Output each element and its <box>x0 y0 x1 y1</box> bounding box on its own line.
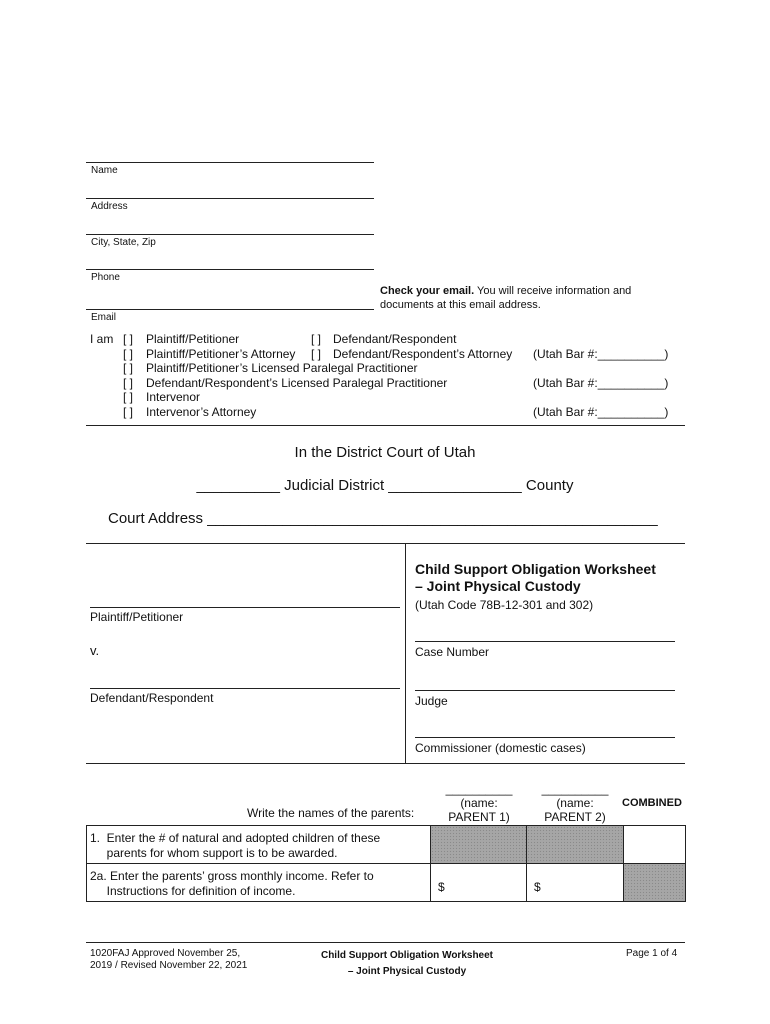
role-checkbox[interactable]: [ ] <box>123 375 134 390</box>
court-address-line: Court Address ______________________________________________________ <box>108 510 658 527</box>
document-title-line1: Child Support Obligation Worksheet <box>415 561 656 577</box>
row2a-parent1-dollar: $ <box>438 880 445 894</box>
email-note-bold: Check your email. <box>380 285 475 297</box>
row2a-line1: 2a. Enter the parents’ gross monthly income. Refer to <box>90 869 374 883</box>
email-label: Email <box>91 312 117 323</box>
address-label: Address <box>91 201 128 212</box>
phone-label: Phone <box>91 272 120 283</box>
role-checkbox[interactable]: [ ] <box>311 332 322 346</box>
document-title <box>415 561 656 595</box>
utah-bar-number-field[interactable]: (Utah Bar #:__________) <box>533 405 669 419</box>
utah-bar-number-field[interactable]: (Utah Bar #:__________) <box>533 346 669 361</box>
role-option-label: Intervenor <box>146 390 201 405</box>
row1-combined-input[interactable] <box>623 825 686 864</box>
commissioner-label: Commissioner (domestic cases) <box>415 741 586 755</box>
court-title: In the District Court of Utah <box>294 444 476 461</box>
role-option-label: Plaintiff/Petitioner’s Attorney <box>146 346 296 361</box>
city-line <box>86 234 374 235</box>
row2a-text <box>90 869 374 899</box>
row1-parent2-shaded <box>526 825 624 864</box>
form-id <box>90 948 247 972</box>
row1-parent1-shaded <box>430 825 527 864</box>
role-option-label: Defendant/Respondent <box>333 332 457 346</box>
defendant-line <box>90 688 400 689</box>
city-state-zip-label: City, State, Zip <box>91 237 156 248</box>
role-checkbox[interactable]: [ ] <box>311 346 322 361</box>
role-prefix: I am <box>90 332 114 346</box>
judge-line <box>415 690 675 691</box>
name-label: Name <box>91 165 118 176</box>
judge-label: Judge <box>415 694 448 708</box>
role-checkbox[interactable]: [ ] <box>123 332 134 346</box>
defendant-label: Defendant/Respondent <box>90 691 214 705</box>
email-line <box>86 309 374 310</box>
document-title-line2: – Joint Physical Custody <box>415 578 581 594</box>
case-number-line <box>415 641 675 642</box>
email-note-rest: You will receive information and <box>474 285 632 297</box>
parents-names-prompt: Write the names of the parents: <box>247 806 415 820</box>
footer-title <box>280 948 534 980</box>
parent1-name-blank[interactable]: __________ <box>445 782 513 796</box>
versus-label: v. <box>90 643 100 658</box>
phone-line <box>86 269 374 270</box>
role-option-label: Defendant/Respondent’s Attorney <box>333 346 513 361</box>
parent2-header <box>530 782 620 824</box>
email-note-line2: documents at this email address. <box>380 299 541 311</box>
address-line <box>86 198 374 199</box>
parent2-name-blank[interactable]: __________ <box>541 782 609 796</box>
role-checkbox[interactable]: [ ] <box>123 361 134 376</box>
parent1-header <box>434 782 524 824</box>
role-checkbox[interactable]: [ ] <box>123 346 134 361</box>
footer-title-line2: – Joint Physical Custody <box>347 966 467 977</box>
statute-label: (Utah Code 78B-12-301 and 302) <box>415 598 594 612</box>
plaintiff-line <box>90 607 400 608</box>
form-id-line2: 2019 / Revised November 22, 2021 <box>90 960 248 971</box>
commissioner-line <box>415 737 675 738</box>
parent2-label-line2: PARENT 2) <box>544 810 606 824</box>
parent2-label-line1: (name: <box>556 796 594 810</box>
case-number-label: Case Number <box>415 645 490 659</box>
caption-top-border <box>86 543 685 544</box>
row1-line2: parents for whom support is to be awarded. <box>90 846 338 860</box>
role-option-label: Plaintiff/Petitioner <box>146 332 240 346</box>
caption-bottom-border <box>86 763 685 764</box>
row2a-combined-shaded <box>623 863 686 902</box>
plaintiff-label: Plaintiff/Petitioner <box>90 610 184 624</box>
form-id-line1: 1020FAJ Approved November 25, <box>90 948 241 959</box>
role-option-label: Defendant/Respondent’s Licensed Paralegal Practitioner <box>146 375 448 390</box>
row2a-parent2-dollar: $ <box>534 880 541 894</box>
caption-divider <box>405 543 406 763</box>
combined-header: COMBINED <box>622 797 682 809</box>
footer-title-line1: Child Support Obligation Worksheet <box>320 950 494 961</box>
parent1-label-line1: (name: <box>460 796 498 810</box>
row1-text <box>90 831 380 861</box>
role-checkbox[interactable]: [ ] <box>123 405 134 419</box>
role-divider <box>86 425 685 426</box>
role-option-label: Intervenor’s Attorney <box>146 405 257 419</box>
name-line <box>86 162 374 163</box>
parent1-label-line2: PARENT 1) <box>448 810 510 824</box>
row2a-line2: Instructions for definition of income. <box>90 884 296 898</box>
email-note <box>380 284 631 312</box>
footer-rule <box>86 942 685 943</box>
district-county-line: __________ Judicial District ________________ County <box>196 477 574 494</box>
utah-bar-number-field[interactable]: (Utah Bar #:__________) <box>533 375 669 390</box>
row1-line1: 1. Enter the # of natural and adopted children of these <box>90 831 381 845</box>
role-checkbox[interactable]: [ ] <box>123 390 134 405</box>
role-option-label: Plaintiff/Petitioner’s Licensed Paralegal Practitioner <box>146 361 418 376</box>
page-number: Page 1 of 4 <box>626 948 678 959</box>
